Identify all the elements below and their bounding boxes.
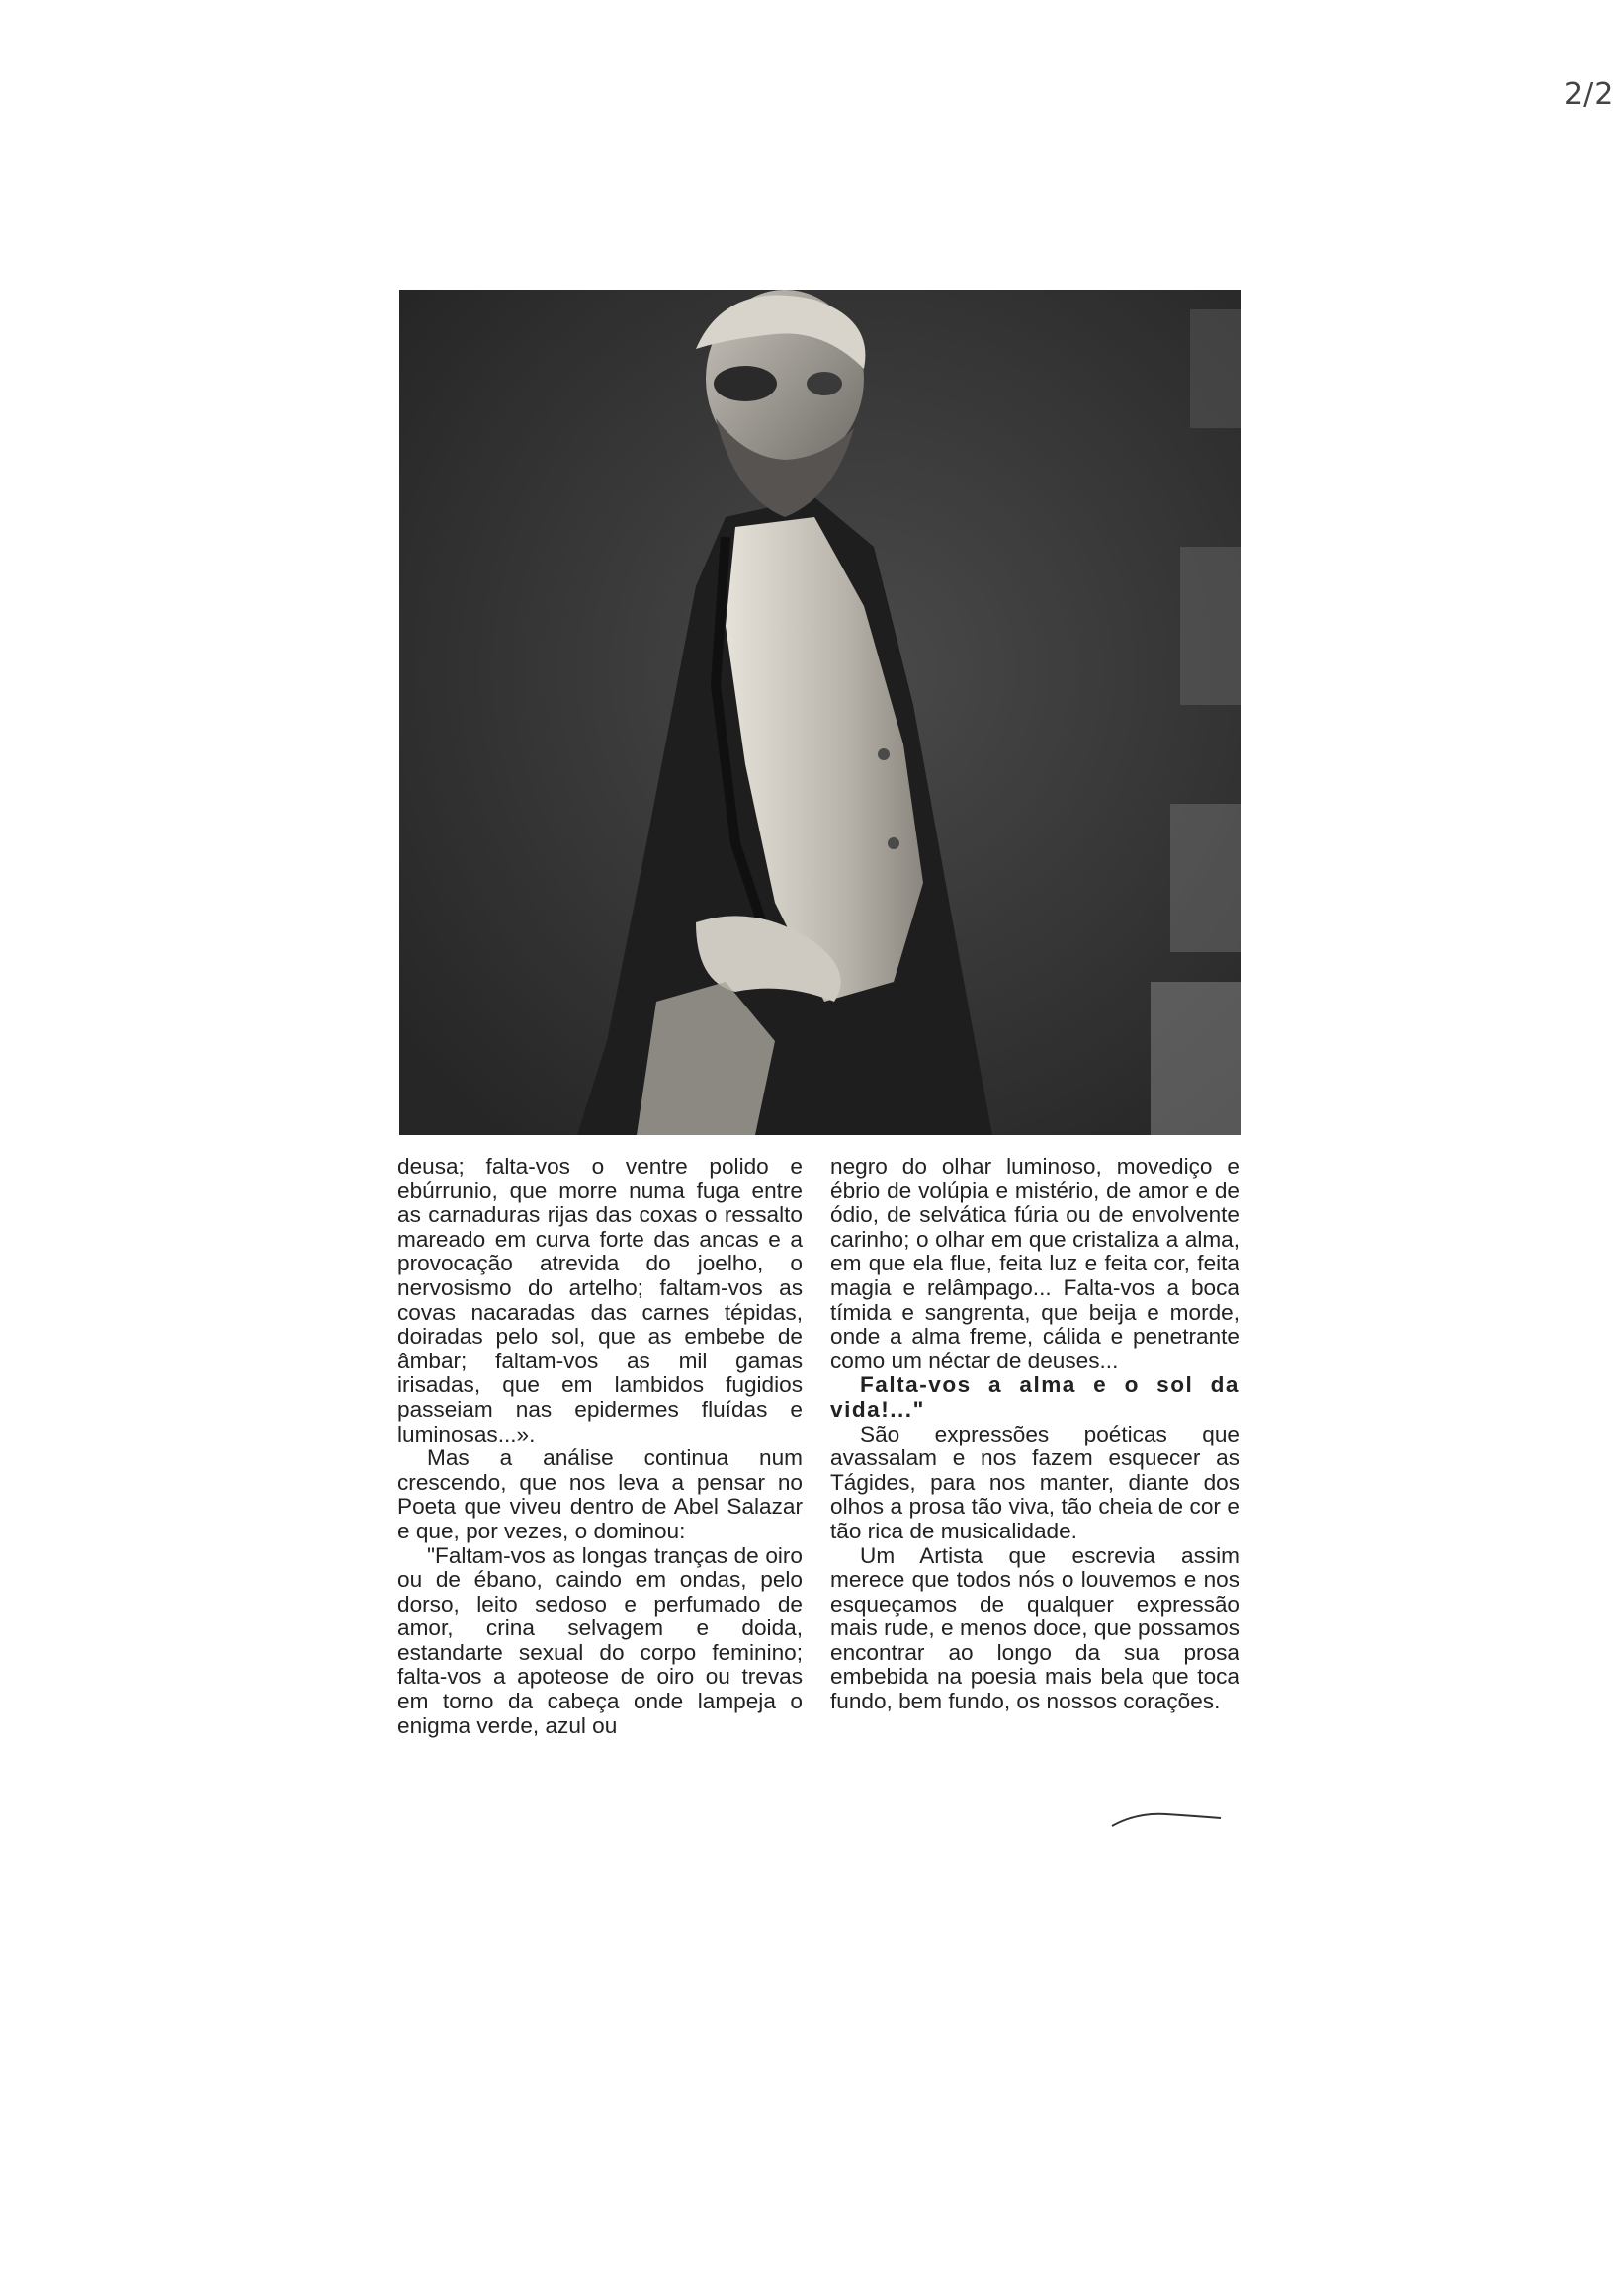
paragraph: São expressões poéticas que avassalam e nos fazem esquecer as Tágides, para nos manter, diante dos olhos a prosa tão viva, tão cheia de cor e tão rica de musicalidade.: [830, 1421, 1239, 1543]
portrait-figure-icon: [399, 290, 1241, 1135]
page-number: 2/2: [1564, 77, 1615, 112]
handwritten-mark-icon: [1107, 1804, 1226, 1834]
paragraph: deusa; falta-vos o ventre polido e ebúrrunio, que morre numa fuga entre as carnaduras rijas das coxas o ressalto mareado em curva forte das ancas e a provocação atrevida do joelho, o nervosismo do artelho; faltam-vos as covas nacaradas das carnes tépidas, doiradas pelo sol, que as embebe de âmbar; faltam-vos as mil gamas irisadas, que em lambidos fugidios passeiam nas epidermes fluídas e luminosas...».: [397, 1154, 803, 1446]
portrait-photograph: [399, 290, 1241, 1135]
bold-quote-line: Falta-vos a alma e o sol da vida!...": [830, 1372, 1239, 1422]
paragraph: Mas a análise continua num crescendo, que nos leva a pensar no Poeta que viveu dentro de Abel Salazar e que, por vezes, o dominou:: [397, 1445, 803, 1543]
quote-paragraph: "Faltam-vos as longas tranças de oiro ou de ébano, caindo em ondas, pelo dorso, leito sedoso e perfumado de amor, crina selvagem e doida, estandarte sexual do corpo feminino; falta-vos a apoteose de oiro ou trevas em torno da cabeça onde lampeja o enigma verde, azul ou: [397, 1542, 803, 1738]
article-column-right: [830, 1155, 1239, 1714]
article-column-left: [397, 1155, 803, 1738]
paragraph: Um Artista que escrevia assim merece que todos nós o louvemos e nos esqueçamos de qualquer expressão mais rude, e menos doce, que possamos encontrar ao longo da sua prosa embebida na poesia mais bela que toca fundo, bem fundo, os nossos corações.: [830, 1542, 1239, 1714]
paragraph: negro do olhar luminoso, movediço e ébrio de volúpia e mistério, de amor e de ódio, de selvática fúria ou de envolvente carinho; o olhar em que cristaliza a alma, em que ela flue, feita luz e feita cor, feita magia e relâmpago... Falta-vos a boca tímida e sangrenta, que beija e morde, onde a alma freme, cálida e penetrante como um néctar de deuses...: [830, 1154, 1239, 1373]
